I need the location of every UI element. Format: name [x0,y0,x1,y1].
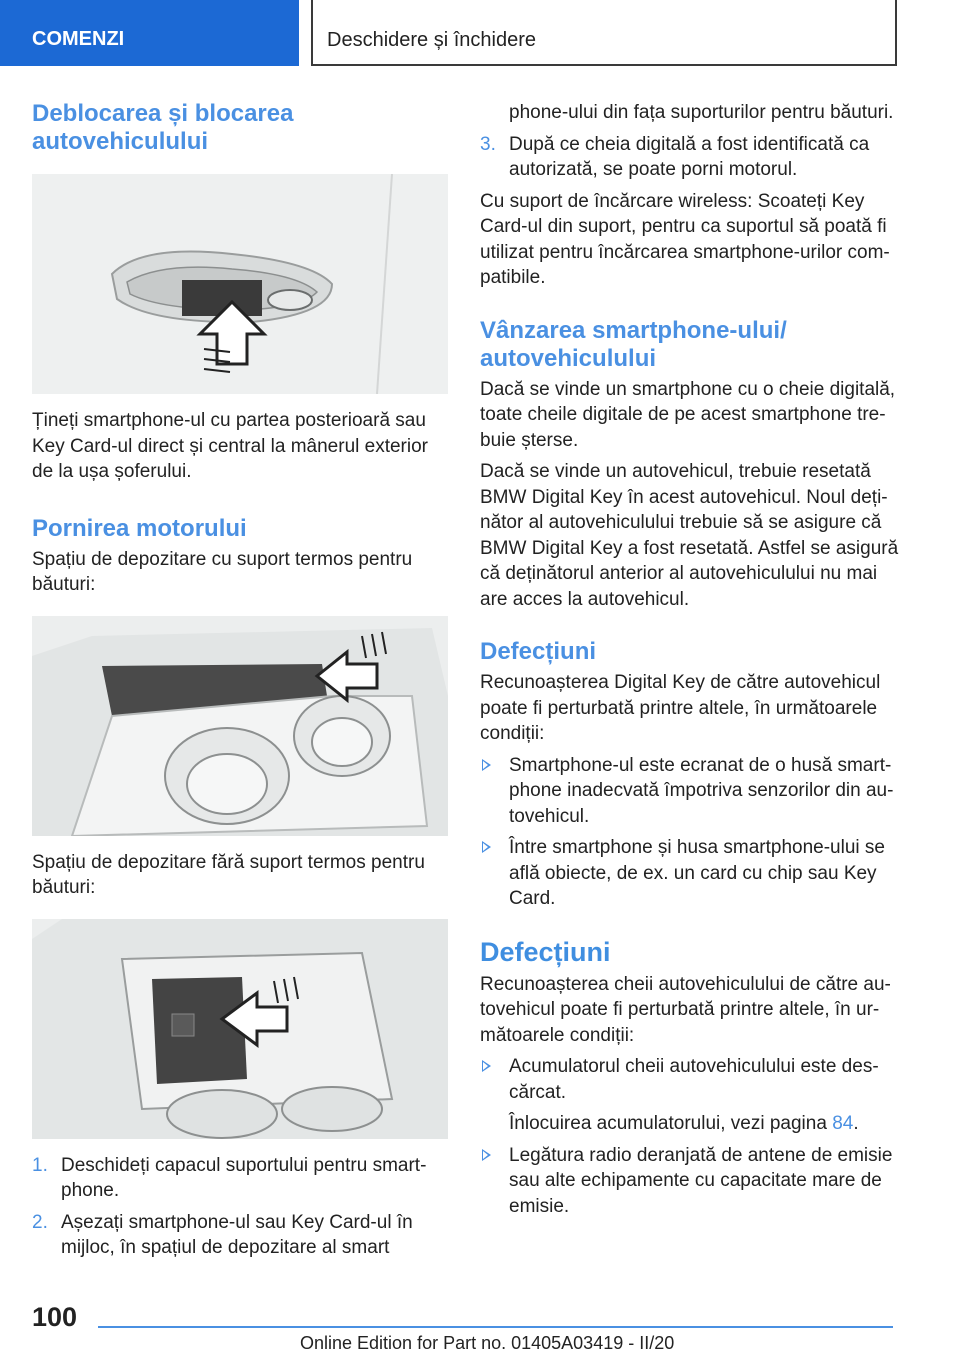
storage-with-cupholder-illustration [32,616,448,836]
step-1-text: Deschideți capacul suportului pentru smartphone. [61,1154,427,1201]
battery-replacement-note [509,1111,900,1137]
malfunction-2-item [480,1143,900,1220]
heading-start-engine: Pornirea motorului [32,514,247,542]
step-1-number: 1. [32,1154,48,1176]
para-wireless-charger: Cu suport de încărcare wireless: Scoateți Key Card-ul din suport, pentru ca suportul să poată fi utilizat pentru încărcarea smartphone-urilor compatibile. [480,190,890,288]
malfunction-2-item-text: Acumulatorul cheii autovehiculului este descărcat. [509,1056,879,1103]
step-1 [32,1153,448,1204]
right-column [480,100,900,1219]
page-link-84[interactable]: 84 [832,1113,854,1134]
start-steps-list [32,1153,448,1261]
malfunction-1-item [480,835,900,912]
triangle-bullet-icon [482,841,491,853]
start-steps-continued [480,100,900,183]
para-sale-vehicle: Dacă se vinde un autovehicul, trebuie resetată BMW Digital Key în acest autovehicul. Noul deținător al autovehiculului trebuie să se asigure că BMW Digital Key a fost resetată. Astfel se asigură că deținătorul anterior al autovehiculului nu mai are acces la autovehicul. [480,461,899,610]
para-hold-phone: Țineți smartphone-ul cu partea posterioară sau Key Card-ul direct și central la mânerul exterior de la ușa șoferului. [32,410,428,482]
triangle-bullet-icon [482,1149,491,1161]
heading-sale: Vânzarea smartphone-ului/ autovehiculului [480,316,787,372]
malfunction-2-item-text: Legătura radio deranjată de antene de emisie sau alte echipamente cu capacitate mare de emisie. [509,1144,893,1217]
triangle-bullet-icon [482,1060,491,1072]
heading-unlock-lock: Deblocarea și blocarea autovehiculului [32,100,294,155]
malfunction-2-item [480,1054,900,1137]
chapter-title: Deschidere și închidere [327,29,536,51]
para-malfunctions-1: Recunoașterea Digital Key de către autovehicul poate fi perturbată printre altele, în următoarele condiții: [480,672,881,744]
battery-note-end: . [853,1113,859,1134]
section-title: COMENZI [32,28,125,50]
heading-malfunctions-2: Defecțiuni [480,936,611,967]
left-column [32,100,448,1261]
malfunction-1-item-text: Între smartphone și husa smartphone-ului se află obiecte, de ex. un card cu chip sau Key Card. [509,837,885,909]
door-handle-drawing [32,174,448,394]
storage-with-cupholder-drawing [32,616,448,836]
malfunction-1-item [480,753,900,830]
door-handle-illustration [32,174,448,394]
triangle-bullet-icon [482,759,491,771]
chapter-tab [311,0,897,66]
step-2-number: 2. [32,1211,48,1233]
step-2-continued-text: phone-ului din fața suporturilor pentru băuturi. [509,102,894,123]
footer-divider [98,1326,893,1328]
para-malfunctions-2: Recunoașterea cheii autovehiculului de către autovehicul poate fi perturbată printre altele, în următoarele condiții: [480,973,891,1046]
step-3 [480,132,900,183]
malfunction-1-item-text: Smartphone-ul este ecranat de o husă smartphone inadecvată împotriva senzorilor din autovehicul. [509,754,894,827]
storage-without-cupholder-illustration [32,919,448,1139]
page-number: 100 [32,1302,78,1332]
edition-note: Online Edition for Part no. 01405A03419 - II/20 [300,1333,675,1353]
para-sale-smartphone: Dacă se vinde un smartphone cu o cheie digitală, toate cheile digitale de pe acest smartphone trebuie șterse. [480,378,896,451]
step-2-continued [480,100,900,126]
para-storage-with-holder: Spațiu de depozitare cu suport termos pentru băuturi: [32,548,413,595]
battery-note-text: Înlocuirea acumulatorului, vezi pagina [509,1113,833,1134]
section-tab [0,0,299,66]
malfunctions-1-list [480,753,900,912]
storage-without-cupholder-drawing [32,919,448,1139]
malfunctions-2-list [480,1054,900,1219]
step-3-text: După ce cheia digitală a fost identificată ca autorizată, se poate porni motorul. [509,133,870,180]
step-3-number: 3. [480,133,496,155]
para-storage-without-holder: Spațiu de depozitare fără suport termos pentru băuturi: [32,851,425,898]
step-2 [32,1210,448,1261]
heading-malfunctions-1: Defecțiuni [480,638,597,665]
step-2-text: Așezați smartphone-ul sau Key Card-ul în mijloc, în spațiul de depozitare al smart [61,1211,413,1258]
